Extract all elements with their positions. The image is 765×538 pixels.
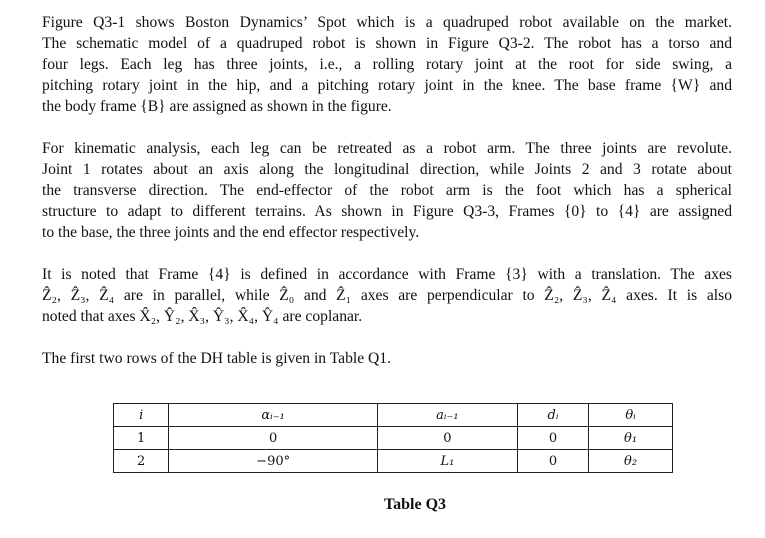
text-line: Joint 1 rotates about an axis along the longitudinal direction, while Joints 2 and 3 rotate about	[42, 161, 732, 178]
table-header-row	[114, 404, 673, 427]
table-cell: θ₁	[589, 427, 673, 450]
table-cell: L₁	[377, 450, 517, 473]
header-alpha: αᵢ₋₁	[169, 404, 378, 427]
table-cell: 0	[169, 427, 378, 450]
paragraph	[42, 348, 732, 369]
header-d: dᵢ	[517, 404, 588, 427]
document-body	[42, 12, 732, 390]
text-line: four legs. Each leg has three joints, i.e., a rolling rotary joint at the root for side swing, a	[42, 56, 732, 73]
table-row	[114, 450, 673, 473]
text-line: For kinematic analysis, each leg can be retreated as a robot arm. The three joints are revolute.	[42, 140, 732, 157]
table-cell: 1	[114, 427, 169, 450]
text-line: The first two rows of the DH table is given in Table Q1.	[42, 350, 391, 367]
text-line: noted that axes X̂₂, Ŷ₂, X̂₃, Ŷ₃, X̂₄, Ŷ₄ are coplanar.	[42, 308, 363, 325]
table-cell: θ₂	[589, 450, 673, 473]
header-i: i	[114, 404, 169, 427]
text-line: the transverse direction. The end-effector of the robot arm is the foot which has a spherical	[42, 182, 732, 199]
dh-table	[113, 403, 673, 473]
text-line: Figure Q3-1 shows Boston Dynamics’ Spot which is a quadruped robot available on the market.	[42, 14, 732, 31]
header-theta: θᵢ	[589, 404, 673, 427]
paragraph	[42, 12, 732, 117]
table-caption: Table Q3	[383, 496, 447, 513]
text-line: pitching rotary joint in the hip, and a pitching rotary joint in the knee. The base frame {W} and	[42, 77, 732, 94]
table-cell: 0	[517, 427, 588, 450]
text-line: to the base, the three joints and the end effector respectively.	[42, 224, 420, 241]
text-line: structure to adapt to different terrains. As shown in Figure Q3-3, Frames {0} to {4} are assigned	[42, 203, 732, 220]
text-line: It is noted that Frame {4} is defined in accordance with Frame {3} with a translation. The axes	[42, 266, 732, 283]
text-line: Ẑ₂, Ẑ₃, Ẑ₄ are in parallel, while Ẑ₀ and Ẑ₁ axes are perpendicular to Ẑ₂, Ẑ₃, Ẑ₄ axes. It is also	[42, 287, 732, 304]
paragraph	[42, 138, 732, 243]
text-line: The schematic model of a quadruped robot is shown in Figure Q3-2. The robot has a torso and	[42, 35, 732, 52]
table-cell: 2	[114, 450, 169, 473]
table-cell: −90°	[169, 450, 378, 473]
table-cell: 0	[517, 450, 588, 473]
table-row	[114, 427, 673, 450]
header-a: aᵢ₋₁	[377, 404, 517, 427]
table-cell: 0	[377, 427, 517, 450]
text-line: the body frame {B} are assigned as shown in the figure.	[42, 98, 392, 115]
paragraph	[42, 264, 732, 327]
